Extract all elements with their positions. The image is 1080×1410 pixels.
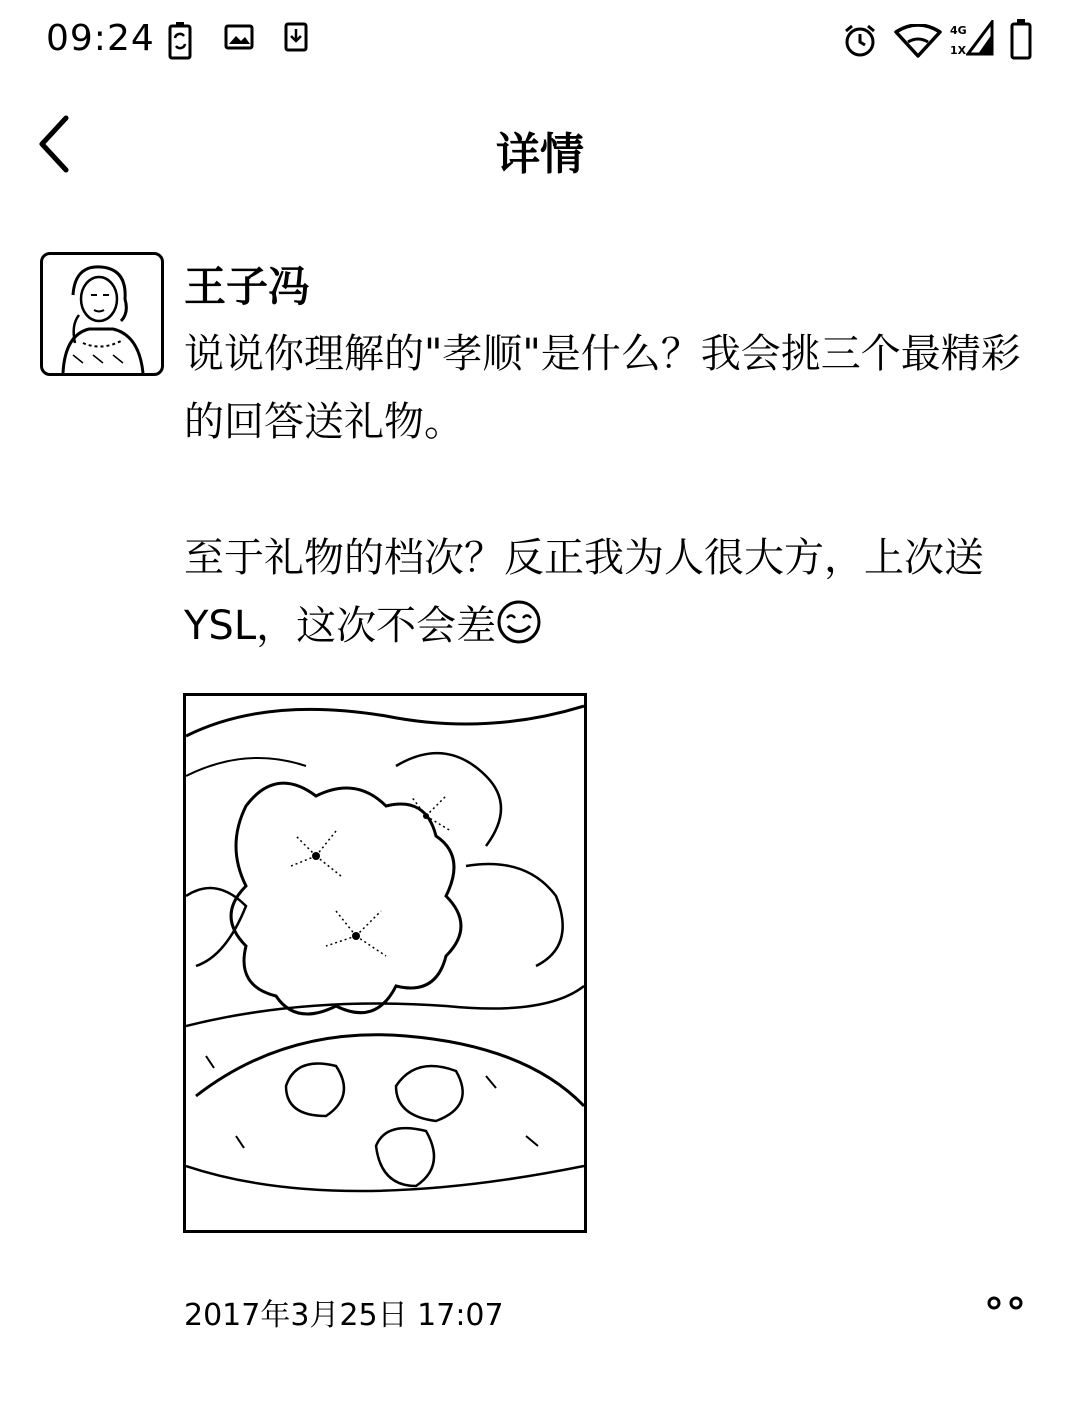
post-paragraph-2-text: 至于礼物的档次？反正我为人很大方，上次送YSL，这次不会差 xyxy=(184,535,984,649)
image-notification-icon xyxy=(224,22,254,52)
network-type-bottom: 1X xyxy=(950,44,967,57)
post-content xyxy=(184,320,1054,660)
battery-sync-icon xyxy=(168,22,192,60)
signal-icon xyxy=(966,20,994,56)
post-timestamp: 2017年3月25日 17:07 xyxy=(184,1298,504,1333)
network-type-top: 4G xyxy=(950,24,967,37)
status-bar xyxy=(0,0,1080,84)
post-paragraph-2 xyxy=(184,524,1054,660)
battery-icon xyxy=(1010,18,1032,60)
download-notification-icon xyxy=(284,22,308,52)
author-name[interactable]: 王子冯 xyxy=(184,262,311,311)
post-paragraph-1: 说说你理解的"孝顺"是什么？我会挑三个最精彩的回答送礼物。 xyxy=(184,331,1021,445)
alarm-icon xyxy=(842,22,878,58)
nav-bar xyxy=(0,90,1080,200)
post-image-flowers[interactable] xyxy=(183,693,587,1233)
more-options-icon[interactable] xyxy=(980,1288,1030,1318)
wifi-icon xyxy=(894,24,942,58)
status-time: 09:24 xyxy=(46,18,155,59)
page-title: 详情 xyxy=(496,129,584,180)
smile-emoji-icon xyxy=(496,599,542,645)
avatar[interactable] xyxy=(40,252,164,376)
